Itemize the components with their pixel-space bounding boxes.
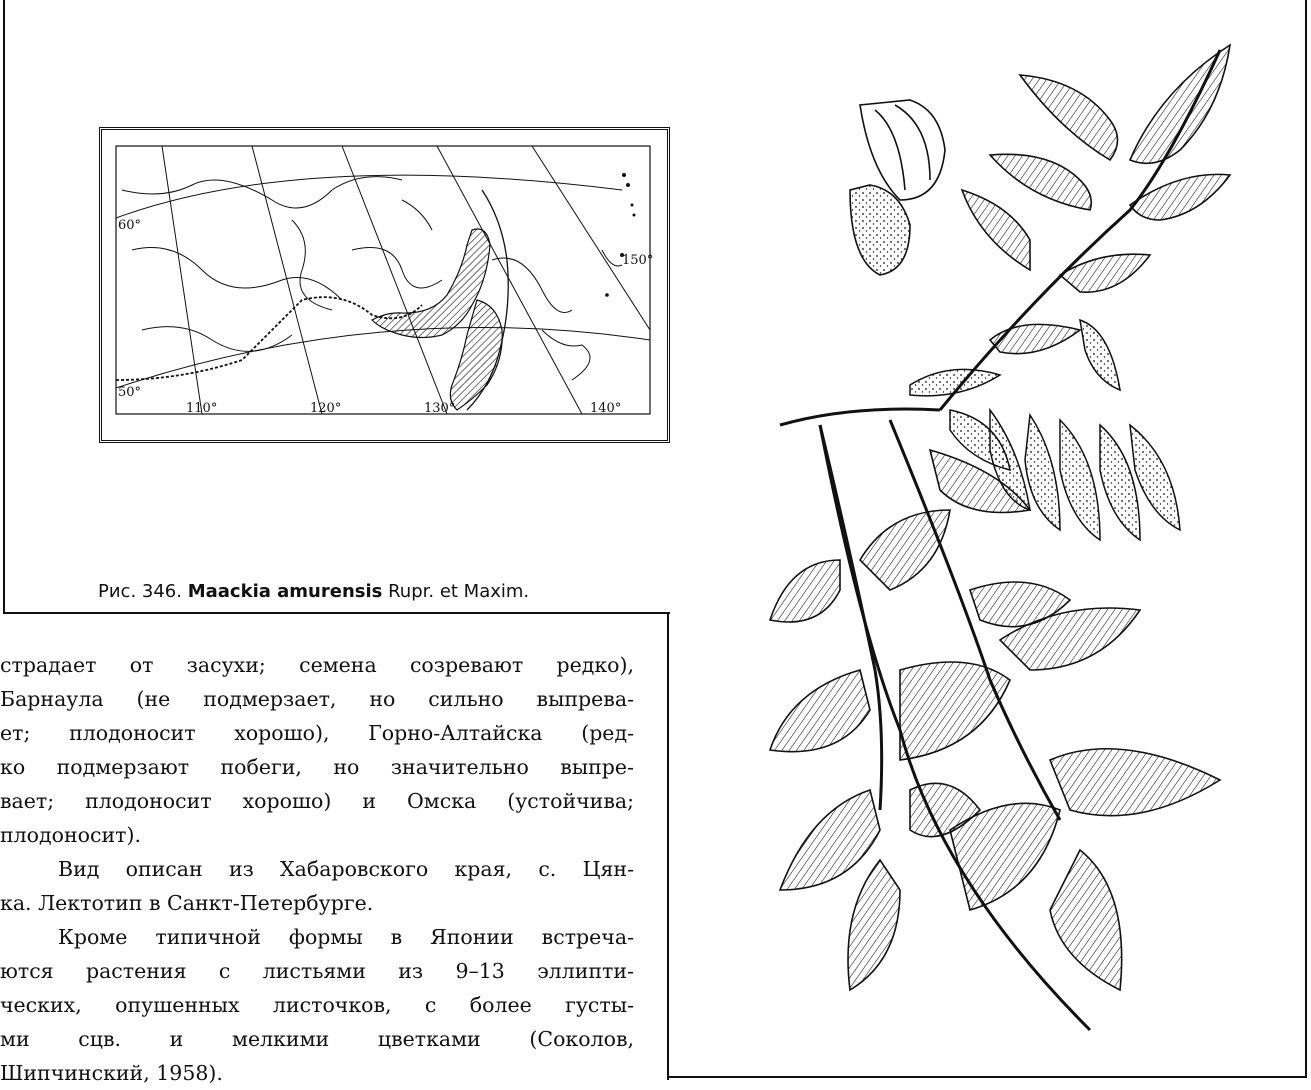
lon-label-140: 140° <box>590 401 622 416</box>
flower-icon <box>850 100 945 275</box>
map-drawing <box>102 130 667 440</box>
paragraph <box>0 648 634 852</box>
text-line: Вид описан из Хабаровского края, с. Цян- <box>58 857 634 881</box>
text-line: Кроме типичной формы в Японии встреча- <box>58 925 634 949</box>
frame-left-line <box>3 0 5 614</box>
figure-caption <box>98 581 529 602</box>
parallel-60 <box>116 175 622 218</box>
frame-right-line <box>1305 0 1307 1078</box>
distribution-map <box>99 127 670 443</box>
lon-label-150: 150° <box>622 253 654 268</box>
frame-bottom-line <box>667 1076 1307 1078</box>
paragraph <box>0 852 634 920</box>
plant-illustration <box>700 30 1260 1070</box>
text-line: ка. Лектотип в Санкт-Петербурге. <box>0 891 374 915</box>
seed-pod-icon <box>910 320 1180 540</box>
text-line: ческих, опушенных листочков, с более густы- <box>0 993 634 1017</box>
caption-species: Maackia amurensis <box>187 581 383 602</box>
text-line: плодоносит). <box>0 823 141 847</box>
lon-label-130: 130° <box>424 401 456 416</box>
text-line: ми сцв. и мелкими цветками (Соколов, <box>0 1027 634 1051</box>
paragraph <box>0 920 634 1090</box>
text-line: Шипчинский, 1958). <box>0 1061 223 1085</box>
text-line: ются растения с листьями из 9–13 эллипти- <box>0 959 634 983</box>
frame-text-right-line <box>667 613 669 1080</box>
lon-label-110: 110° <box>186 401 218 416</box>
text-line: ко подмерзают побеги, но значительно выпре- <box>0 755 634 779</box>
body-text <box>0 648 634 1090</box>
lon-label-120: 120° <box>310 401 342 416</box>
map-graticule <box>116 146 650 414</box>
text-line: ет; плодоносит хорошо), Горно-Алтайска (ред- <box>0 721 634 745</box>
parallel-50 <box>116 328 650 389</box>
text-line: Барнаула (не подмерзает, но сильно выпрева- <box>0 687 634 711</box>
text-line: вает; плодоносит хорошо) и Омска (устойчива; <box>0 789 634 813</box>
map-coastline <box>116 297 422 380</box>
lat-label-50: 50° <box>118 385 142 400</box>
text-line: страдает от засухи; семена созревают редко), <box>0 653 634 677</box>
caption-authors: Rupr. et Maxim. <box>388 581 530 602</box>
map-islands <box>605 173 635 297</box>
meridian-110 <box>162 146 202 414</box>
caption-prefix: Рис. 346. <box>98 581 182 602</box>
frame-caption-underline <box>3 612 670 614</box>
meridian-130 <box>342 146 447 414</box>
lat-label-60: 60° <box>118 218 142 233</box>
